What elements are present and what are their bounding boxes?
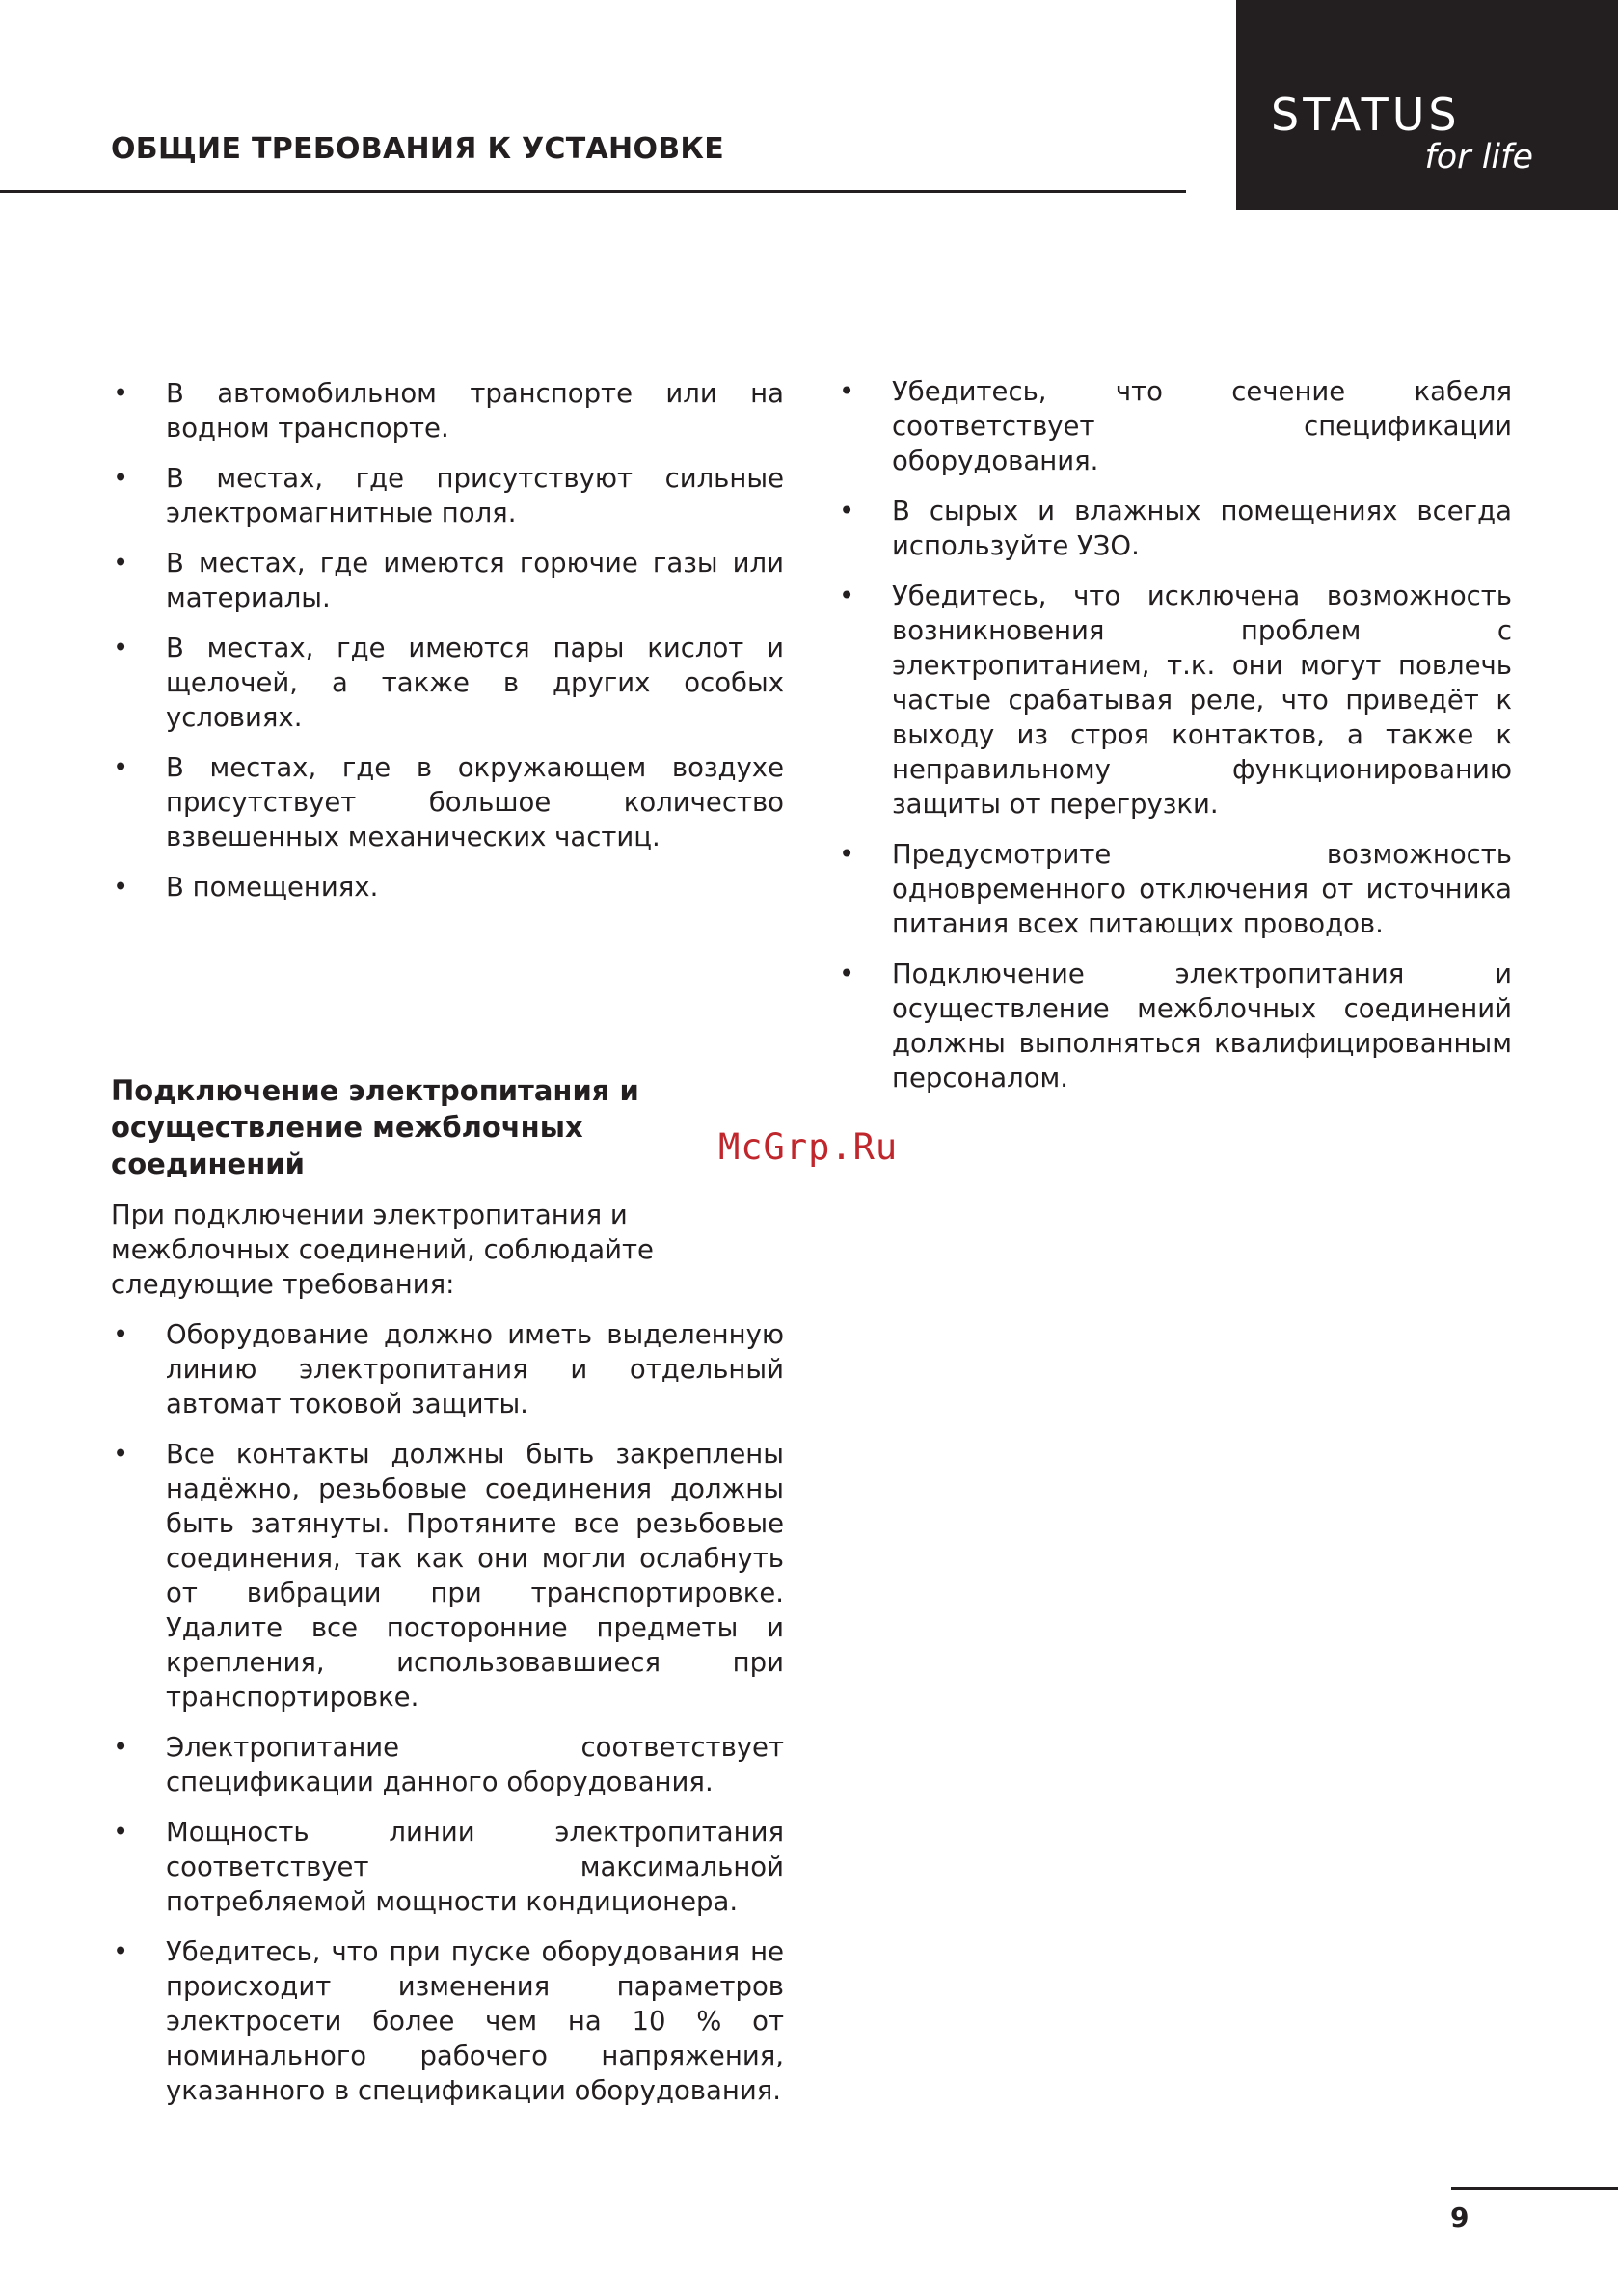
- list-item: [111, 1815, 784, 1919]
- list-item-text: Все контакты должны быть закреплены надёжно, резьбовые соединения должны быть затянуты. Протяните все резьбовые соединения, так как они могли ослабнуть от вибрации при транспортировке. Удалите все посторонние предметы и крепления, использовавшиеся при транспортировке.: [166, 1439, 784, 1713]
- list-item: [111, 750, 784, 854]
- list-item: [837, 837, 1512, 941]
- list-item: [111, 546, 784, 615]
- footer-divider: [1451, 2187, 1618, 2190]
- list-item-text: В сырых и влажных помещениях всегда используйте УЗО.: [892, 496, 1512, 561]
- list-item: [837, 957, 1512, 1095]
- list-item: [111, 631, 784, 735]
- list-item-text: В местах, где в окружающем воздухе присутствует большое количество взвешенных механических частиц.: [166, 752, 784, 852]
- list-item-text: Предусмотрите возможность одновременного отключения от источника питания всех питающих проводов.: [892, 839, 1512, 939]
- electrical-requirements-list: [837, 374, 1512, 1095]
- list-item-text: В местах, где имеются пары кислот и щелочей, а также в других особых условиях.: [166, 633, 784, 733]
- right-column: [837, 374, 1512, 1111]
- bullet-icon: •: [113, 752, 129, 783]
- bullet-icon: •: [113, 633, 129, 663]
- list-item: [111, 1730, 784, 1799]
- page-number: 9: [1450, 2201, 1470, 2233]
- list-item-text: В местах, где имеются горючие газы или материалы.: [166, 548, 784, 613]
- list-item: [111, 1934, 784, 2108]
- page-header-title: ОБЩИЕ ТРЕБОВАНИЯ К УСТАНОВКЕ: [111, 132, 725, 166]
- section-intro: При подключении электропитания и межблочных соединений, соблюдайте следующие требования:: [111, 1200, 654, 1300]
- list-item-text: Убедитесь, что при пуске оборудования не происходит изменения параметров электросети более чем на 10 % от номинального рабочего напряжения, указанного в спецификации оборудования.: [166, 1936, 784, 2106]
- list-item-text: Убедитесь, что сечение кабеля соответствует спецификации оборудования.: [892, 376, 1512, 476]
- list-item-text: Оборудование должно иметь выделенную линию электропитания и отдельный автомат токовой защиты.: [166, 1319, 784, 1419]
- bullet-icon: •: [113, 378, 129, 409]
- left-column-top: [111, 376, 784, 920]
- bullet-icon: •: [839, 839, 855, 870]
- bullet-icon: •: [113, 1936, 129, 1967]
- left-column-bottom: [111, 1072, 784, 2123]
- brand-logo: [1236, 0, 1618, 210]
- list-item: [111, 461, 784, 530]
- list-item-text: В помещениях.: [166, 872, 379, 903]
- brand-logo-tagline: for life: [1424, 138, 1533, 176]
- watermark: McGrp.Ru: [718, 1126, 899, 1168]
- bullet-icon: •: [113, 1439, 129, 1470]
- list-item: [837, 579, 1512, 822]
- list-item-text: Мощность линии электропитания соответствует максимальной потребляемой мощности кондиционера.: [166, 1817, 784, 1917]
- list-item-text: В автомобильном транспорте или на водном транспорте.: [166, 378, 784, 444]
- bullet-icon: •: [113, 872, 129, 903]
- bullet-icon: •: [839, 959, 855, 989]
- list-item: [111, 1437, 784, 1715]
- prohibited-locations-list: [111, 376, 784, 905]
- bullet-icon: •: [113, 1732, 129, 1763]
- bullet-icon: •: [839, 581, 855, 611]
- list-item-text: В местах, где присутствуют сильные электромагнитные поля.: [166, 463, 784, 528]
- bullet-icon: •: [113, 1817, 129, 1848]
- list-item-text: Подключение электропитания и осуществление межблочных соединений должны выполняться квалифицированным персоналом.: [892, 959, 1512, 1094]
- list-item: [837, 494, 1512, 563]
- bullet-icon: •: [113, 548, 129, 579]
- section-heading: Подключение электропитания и осуществление межблочных соединений: [111, 1074, 639, 1180]
- list-item: [111, 1317, 784, 1421]
- bullet-icon: •: [839, 376, 855, 407]
- bullet-icon: •: [113, 463, 129, 494]
- connection-requirements-list: [111, 1317, 784, 2108]
- brand-logo-name: STATUS: [1271, 89, 1461, 141]
- header-divider: [0, 190, 1186, 193]
- list-item: [111, 870, 784, 905]
- bullet-icon: •: [113, 1319, 129, 1350]
- list-item: [837, 374, 1512, 478]
- list-item: [111, 376, 784, 446]
- bullet-icon: •: [839, 496, 855, 527]
- list-item-text: Электропитание соответствует спецификации данного оборудования.: [166, 1732, 784, 1797]
- list-item-text: Убедитесь, что исключена возможность возникновения проблем с электропитанием, т.к. они могут повлечь частые срабатывая реле, что приведёт к выходу из строя контактов, а также к неправильному функционированию защиты от перегрузки.: [892, 581, 1512, 820]
